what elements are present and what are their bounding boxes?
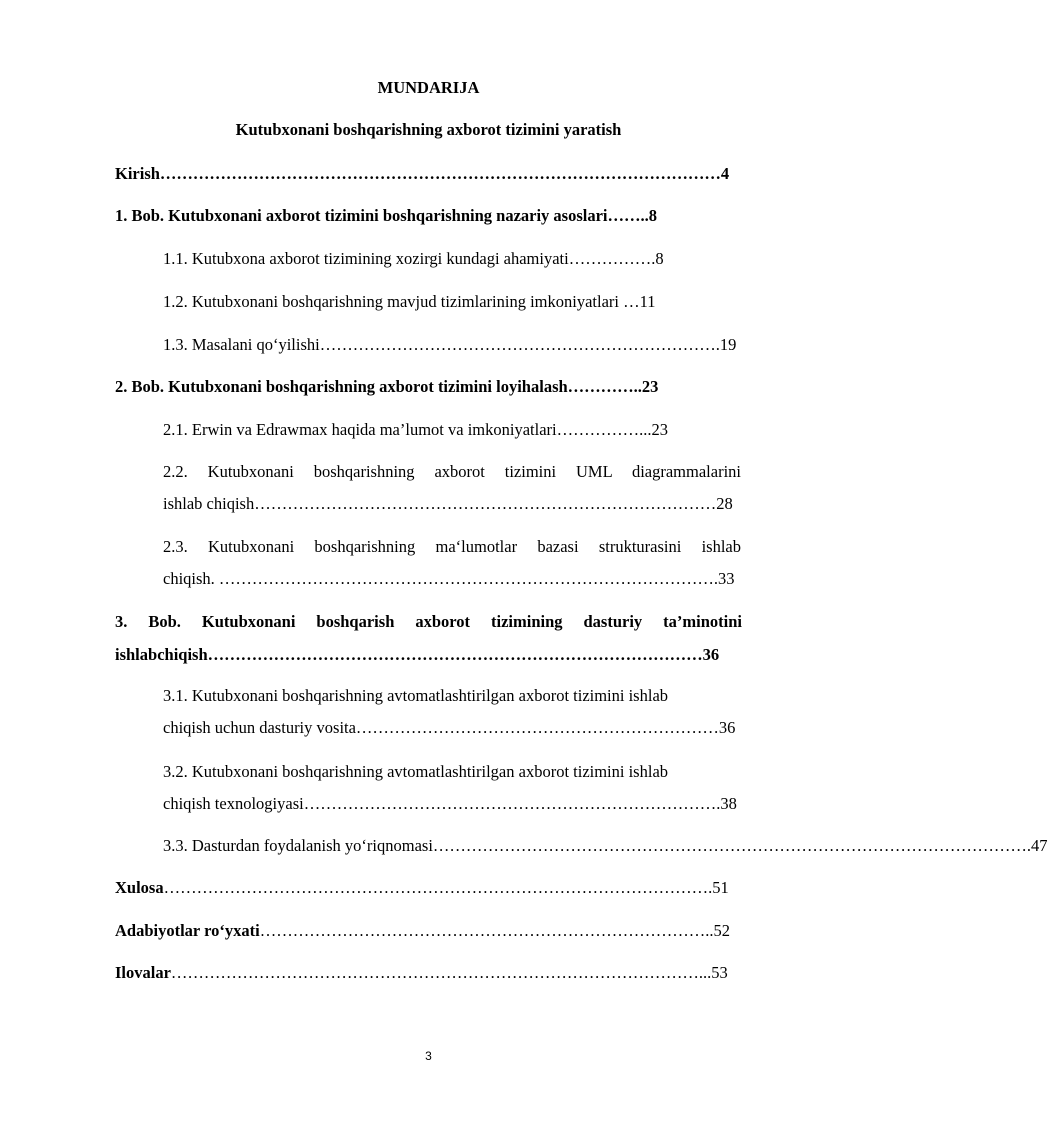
toc-chapter-3-line1: 3. Bob. Kutubxonani boshqarish axborot tizimining dasturiy ta’minotini (115, 612, 742, 631)
toc-entry-2-2-line2: ishlab chiqish…………………………………………………………………………28 (163, 494, 733, 513)
toc-chapter-3-line2: ishlabchiqish………………………………………………………………………………36 (115, 645, 720, 664)
toc-entry-3-1-line2: chiqish uchun dasturiy vosita…………………………………………………………36 (163, 718, 736, 737)
toc-entry-ilovalar-leader: ……………………………………………………………………………………...53 (170, 963, 728, 982)
toc-entry-2-3-line2: chiqish. ……………………………………………………………………………….33 (163, 569, 735, 588)
toc-entry-3-1-line1: 3.1. Kutubxonani boshqarishning avtomatlashtirilgan axborot tizimini ishlab (163, 686, 669, 705)
toc-entry-kirish: Kirish…………………………………………………………………………………………4 (115, 164, 730, 183)
toc-entry-2-2-line1: 2.2. Kutubxonani boshqarishning axborot tizimini UML diagrammalarini (163, 462, 741, 481)
toc-entry-1-2: 1.2. Kutubxonani boshqarishning mavjud tizimlarining imkoniyatlari …11 (163, 292, 656, 311)
toc-entry-3-3: 3.3. Dasturdan foydalanish yo‘riqnomasi……………………………………………………………………………………………….47 (163, 836, 1048, 855)
page-title: MUNDARIJA (377, 78, 480, 97)
toc-chapter-2: 2. Bob. Kutubxonani boshqarishning axborot tizimini loyihalash…………..23 (115, 377, 659, 396)
toc-entry-xulosa-label: Xulosa (115, 878, 164, 897)
toc-entry-ilovalar (115, 963, 738, 983)
page-number: 3 (425, 1049, 432, 1063)
toc-entry-ilovalar-label: Ilovalar (115, 963, 171, 982)
toc-entry-adabiyotlar-label: Adabiyotlar ro‘yxati (115, 921, 260, 940)
toc-chapter-1: 1. Bob. Kutubxonani axborot tizimini boshqarishning nazariy asoslari……..8 (115, 206, 658, 225)
toc-entry-xulosa (115, 878, 740, 898)
toc-entry-1-1: 1.1. Kutubxona axborot tizimining xozirgi kundagi ahamiyati…………….8 (163, 249, 664, 268)
document-subtitle: Kutubxonani boshqarishning axborot tizimini yaratish (235, 120, 622, 139)
toc-entry-2-1: 2.1. Erwin va Edrawmax haqida ma’lumot va imkoniyatlari……………...23 (163, 420, 668, 439)
toc-entry-xulosa-leader: ……………………………………………………………………………………….51 (163, 878, 729, 897)
toc-entry-3-2-line1: 3.2. Kutubxonani boshqarishning avtomatlashtirilgan axborot tizimini ishlab (163, 762, 669, 781)
toc-entry-3-2-line2: chiqish texnologiyasi………………………………………………………………….38 (163, 794, 737, 813)
toc-entry-adabiyotlar (115, 921, 742, 941)
toc-entry-1-3: 1.3. Masalani qo‘yilishi……………………………………………………………….19 (163, 335, 737, 354)
toc-entry-2-3-line1: 2.3. Kutubxonani boshqarishning ma‘lumotlar bazasi strukturasini ishlab (163, 537, 741, 556)
toc-entry-adabiyotlar-leader: ………………………………………………………………………..52 (259, 921, 730, 940)
